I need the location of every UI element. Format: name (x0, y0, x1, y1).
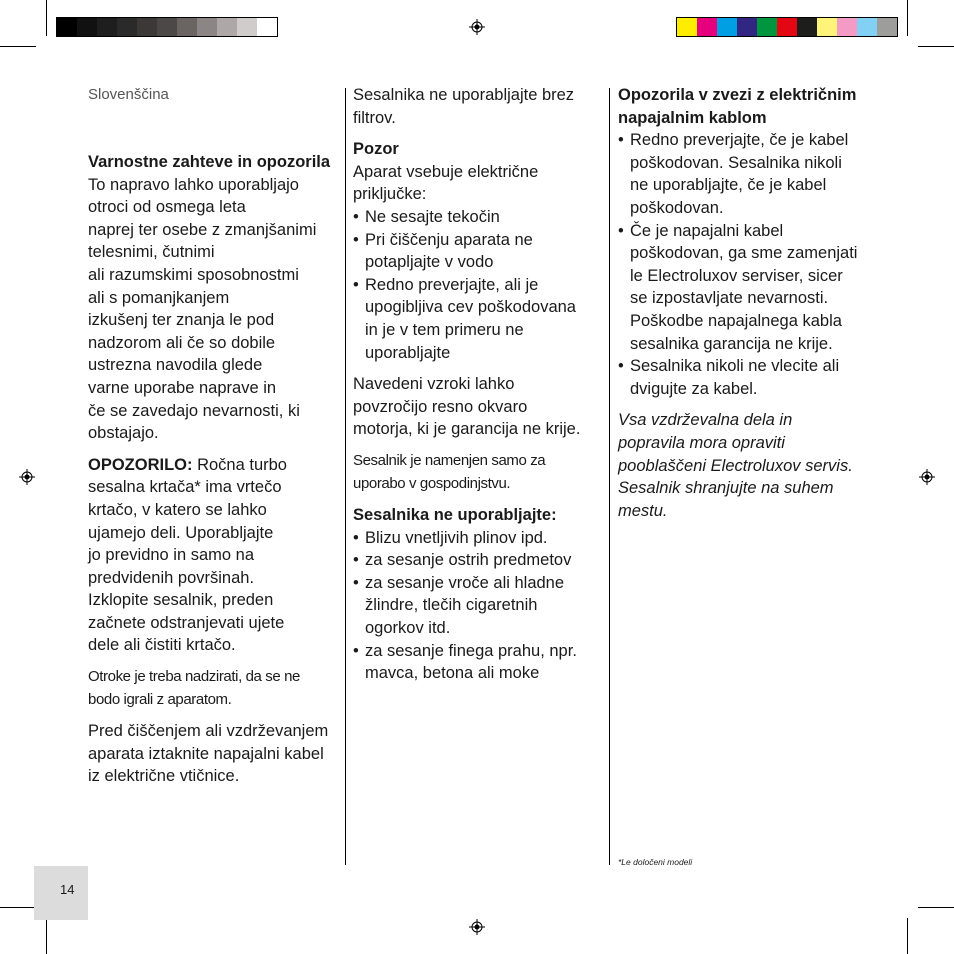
warning-label: OPOZORILO: (88, 455, 193, 474)
warning-paragraph (88, 454, 340, 477)
color-swatch (77, 18, 97, 36)
color-swatch (117, 18, 137, 36)
bullet-line: • Blizu vnetljivih plinov ipd. (365, 528, 548, 547)
pozor-text (353, 161, 605, 206)
color-swatch (737, 18, 757, 36)
bullet-line: poškodovan. (630, 198, 724, 217)
bullet-line: • Pri čiščenju aparata ne (365, 230, 533, 249)
pozor-heading: Pozor (353, 140, 399, 159)
text-line: telesnimi, čutnimi (88, 243, 215, 262)
text-line: pooblaščeni Electroluxov servis. (618, 456, 853, 475)
color-swatch (137, 18, 157, 36)
bullet-item (353, 640, 605, 685)
service-note (618, 409, 872, 522)
bullet-line: poškodovan, ga sme zamenjati (630, 244, 858, 263)
color-swatch (257, 18, 277, 36)
crosshair-target-icon (919, 469, 935, 485)
intro-paragraph (88, 174, 340, 445)
text-line: iz električne vtičnice. (88, 767, 240, 786)
bullet-line: • Če je napajalni kabel (630, 221, 784, 240)
bullet-item (353, 527, 605, 550)
text-line: nadzorom ali če so dobile (88, 333, 276, 352)
color-swatch (837, 18, 857, 36)
cable-list (618, 129, 872, 400)
bullet-line: • Redno preverjajte, če je kabel (630, 131, 849, 150)
text-line: ustrezna navodila glede (88, 356, 263, 375)
color-swatch (157, 18, 177, 36)
text-line: priključke: (353, 185, 427, 204)
bullet-item (353, 549, 605, 572)
crop-mark (907, 0, 908, 36)
text-line: Sesalnik shranjujte na suhem (618, 479, 834, 498)
footnote: *Le določeni modeli (618, 857, 693, 867)
crop-mark (918, 907, 954, 908)
color-swatch (97, 18, 117, 36)
color-swatch (197, 18, 217, 36)
bullet-line: • za sesanje ostrih predmetov (365, 551, 572, 570)
pozor-list (353, 206, 605, 364)
bullet-line: ne uporabljajte, če je kabel (630, 176, 827, 195)
bullet-line: ogorkov itd. (365, 619, 451, 638)
crop-mark (46, 0, 47, 36)
cable-heading (618, 84, 872, 129)
column-usage (353, 84, 605, 685)
text-line: bodo igrali z aparatom. (88, 690, 232, 708)
column-divider (345, 88, 346, 865)
text-line: To napravo lahko uporabljajo (88, 175, 299, 194)
text-line: popravila mora opraviti (618, 433, 785, 452)
text-line: ujamejo deli. Uporabljajte (88, 523, 274, 542)
crop-mark (918, 46, 954, 47)
color-swatch (677, 18, 697, 36)
color-swatch (757, 18, 777, 36)
crop-mark (907, 918, 908, 954)
color-swatch (817, 18, 837, 36)
bullet-line: uporabljajte (365, 343, 451, 362)
bullet-item (353, 206, 605, 229)
filters-note (353, 84, 605, 129)
crop-mark (46, 918, 47, 954)
bullet-line: Poškodbe napajalnega kabla (630, 311, 842, 330)
text-line: povzročijo resno okvaro (353, 397, 528, 416)
text-line: Sesalnika ne uporabljajte brez (353, 86, 575, 104)
text-line: dele ali čistiti krtačo. (88, 636, 236, 655)
text-line: izkušenj ter znanja le pod (88, 311, 275, 330)
bullet-line: • za sesanje finega prahu, npr. (365, 641, 577, 660)
text-line: Sesalnik je namenjen samo za (353, 451, 546, 469)
bullet-item (353, 274, 605, 364)
text-line: Opozorila v zvezi z električnim (618, 86, 857, 104)
bullet-line: potapljajte v vodo (365, 253, 494, 272)
text-line: filtrov. (353, 108, 396, 127)
bullet-item (618, 220, 872, 356)
text-line: varne uporabe naprave in (88, 378, 277, 397)
household-note (353, 450, 605, 495)
color-swatch (877, 18, 897, 36)
text-line: predvidenih površinah. (88, 568, 255, 587)
warning-text (88, 476, 340, 657)
color-swatch (217, 18, 237, 36)
bullet-line: in je v tem primeru ne (365, 320, 524, 339)
bullet-line: sesalnika garancija ne krije. (630, 334, 833, 353)
bullet-line: le Electroluxov serviser, sicer (630, 266, 843, 285)
text-line: sesalna krtača* ima vrtečo (88, 478, 282, 497)
bullet-line: žlindre, tlečih cigaretnih (365, 596, 538, 615)
crop-mark (0, 907, 36, 908)
bullet-item (353, 229, 605, 274)
crosshair-target-icon (469, 919, 485, 935)
text-line: jo previdno in samo na (88, 546, 255, 565)
text-line: napajalnim kablom (618, 108, 767, 127)
color-swatch (777, 18, 797, 36)
text-line: če se zavedajo nevarnosti, ki (88, 401, 300, 420)
grayscale-color-bar (56, 17, 278, 37)
text-line: Otroke je treba nadzirati, da se ne (88, 668, 300, 686)
bullet-line: • Sesalnika nikoli ne vlecite ali (630, 357, 840, 376)
bullet-line: poškodovan. Sesalnika nikoli (630, 153, 842, 172)
bullet-line: dvigujte za kabel. (630, 379, 758, 398)
column-safety (88, 151, 340, 788)
text-line: Aparat vsebuje električne (353, 162, 539, 181)
crosshair-target-icon (19, 469, 35, 485)
column-cable (618, 84, 872, 522)
text-line: ali s pomanjkanjem (88, 288, 230, 307)
color-swatch (237, 18, 257, 36)
section-heading: Varnostne zahteve in opozorila (88, 153, 331, 171)
dont-use-heading: Sesalnika ne uporabljajte: (353, 506, 557, 525)
text-line: Navedeni vzroki lahko (353, 375, 515, 394)
color-swatch (57, 18, 77, 36)
text-line: krtačo, v katero se lahko (88, 500, 267, 519)
bullet-line: • za sesanje vroče ali hladne (365, 573, 565, 592)
crosshair-target-icon (469, 19, 485, 35)
text-line: otroci od osmega leta (88, 198, 246, 217)
text-line: začnete odstranjevati ujete (88, 613, 285, 632)
bullet-line: se izpostavljate nevarnosti. (630, 289, 829, 308)
text-line: Pred čiščenjem ali vzdrževanjem (88, 722, 329, 741)
page-number: 14 (60, 882, 75, 897)
text-line: obstajajo. (88, 424, 159, 443)
bullet-line: • Redno preverjajte, ali je (365, 275, 539, 294)
text-line: Vsa vzdrževalna dela in (618, 411, 793, 430)
color-swatch (857, 18, 877, 36)
text-line: ali razumskimi sposobnostmi (88, 265, 299, 284)
bullet-line: • Ne sesajte tekočin (365, 207, 500, 226)
bullet-item (353, 572, 605, 640)
text-line: uporabo v gospodinjstvu. (353, 474, 511, 492)
bullet-line: upogibljiva cev poškodovana (365, 298, 576, 317)
crop-mark (0, 46, 36, 47)
text-line: mestu. (618, 501, 668, 520)
cleaning-note (88, 720, 340, 788)
bullet-item (618, 129, 872, 219)
column-divider (609, 88, 610, 865)
bullet-item (618, 355, 872, 400)
dont-use-list (353, 527, 605, 685)
language-label: Slovenščina (88, 86, 169, 103)
color-swatch (797, 18, 817, 36)
color-swatch (177, 18, 197, 36)
color-swatch (717, 18, 737, 36)
text-line: aparata iztaknite napajalni kabel (88, 744, 324, 763)
text-line: Izklopite sesalnik, preden (88, 591, 274, 610)
text-line: naprej ter osebe z zmanjšanimi (88, 220, 317, 239)
bullet-line: mavca, betona ali moke (365, 664, 540, 683)
children-note (88, 666, 340, 711)
color-swatch (697, 18, 717, 36)
text-line: motorja, ki je garancija ne krije. (353, 420, 581, 439)
causes-note (353, 373, 605, 441)
warning-text-start: Ročna turbo (192, 455, 287, 474)
process-color-bar (676, 17, 898, 37)
